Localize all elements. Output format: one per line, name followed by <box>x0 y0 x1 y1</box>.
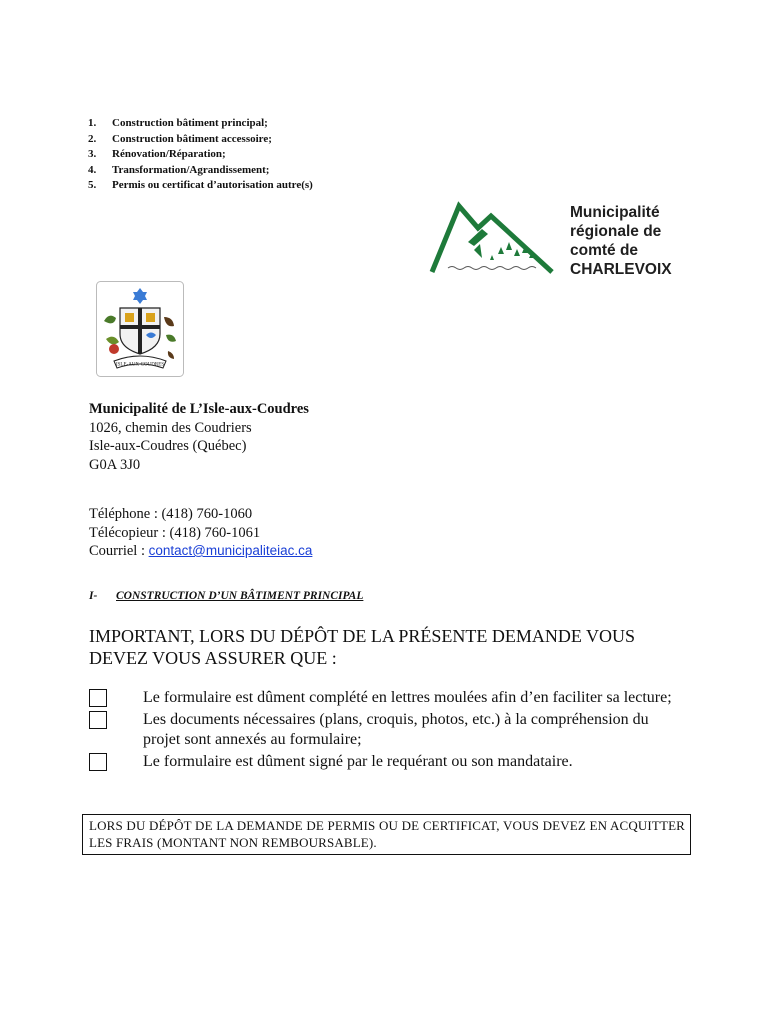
email-line <box>89 542 312 561</box>
municipality-address <box>89 400 309 474</box>
section-number: I- <box>89 590 98 602</box>
list-item: 4. Transformation/Agrandissement; <box>88 163 270 176</box>
checkbox[interactable] <box>89 753 107 771</box>
checklist-item-text: Les documents nécessaires (plans, croquis, photos, etc.) à la compréhension du projet sont annexés au formulaire; <box>143 710 649 748</box>
contact-info <box>89 505 312 561</box>
checklist-item-text: Le formulaire est dûment signé par le requérant ou son mandataire. <box>143 752 573 770</box>
checklist-item <box>89 688 689 709</box>
section-title: CONSTRUCTION D’UN BÂTIMENT PRINCIPAL <box>116 590 364 602</box>
checklist-item-text: Le formulaire est dûment complété en lettres moulées afin d’en faciliter sa lecture; <box>143 689 672 706</box>
fax-number: Télécopieur : (418) 760-1061 <box>89 524 261 541</box>
list-item: 2. Construction bâtiment accessoire; <box>88 132 272 145</box>
requirements-checklist <box>89 688 689 772</box>
email-link[interactable]: contact@municipaliteiac.ca <box>148 543 313 558</box>
important-notice: IMPORTANT, LORS DU DÉPÔT DE LA PRÉSENTE DEMANDE VOUS DEVEZ VOUS ASSURER QUE : <box>89 626 636 668</box>
list-item: 5. Permis ou certificat d’autorisation autre(s) <box>88 179 313 191</box>
form-types-list <box>88 116 313 194</box>
list-item: 1. Construction bâtiment principal; <box>88 117 268 129</box>
coat-of-arms-banner: ISLE-AUX-COUDRES <box>115 362 165 368</box>
checklist-item <box>89 710 689 751</box>
checkbox[interactable] <box>89 711 107 729</box>
fees-notice-box: LORS DU DÉPÔT DE LA DEMANDE DE PERMIS OU DE CERTIFICAT, VOUS DEVEZ EN ACQUITTER LES FRAIS (MONTANT NON REMBOURSABLE). <box>82 814 691 855</box>
list-item: 3. Rénovation/Réparation; <box>88 148 226 160</box>
municipality-name: Municipalité de L’Isle-aux-Coudres <box>89 401 309 417</box>
coat-of-arms-icon <box>96 281 184 377</box>
checklist-item <box>89 752 689 773</box>
address-street: 1026, chemin des Coudriers <box>89 419 252 436</box>
address-postal-code: G0A 3J0 <box>89 456 141 473</box>
address-city: Isle-aux-Coudres (Québec) <box>89 438 247 454</box>
mrc-charlevoix-logo-text: Municipalité régionale de comté de CHARLEVOIX <box>570 204 672 278</box>
section-heading <box>89 590 363 602</box>
phone-number: Téléphone : (418) 760-1060 <box>89 506 253 522</box>
checkbox[interactable] <box>89 689 107 707</box>
email-label: Courriel : <box>89 543 149 559</box>
